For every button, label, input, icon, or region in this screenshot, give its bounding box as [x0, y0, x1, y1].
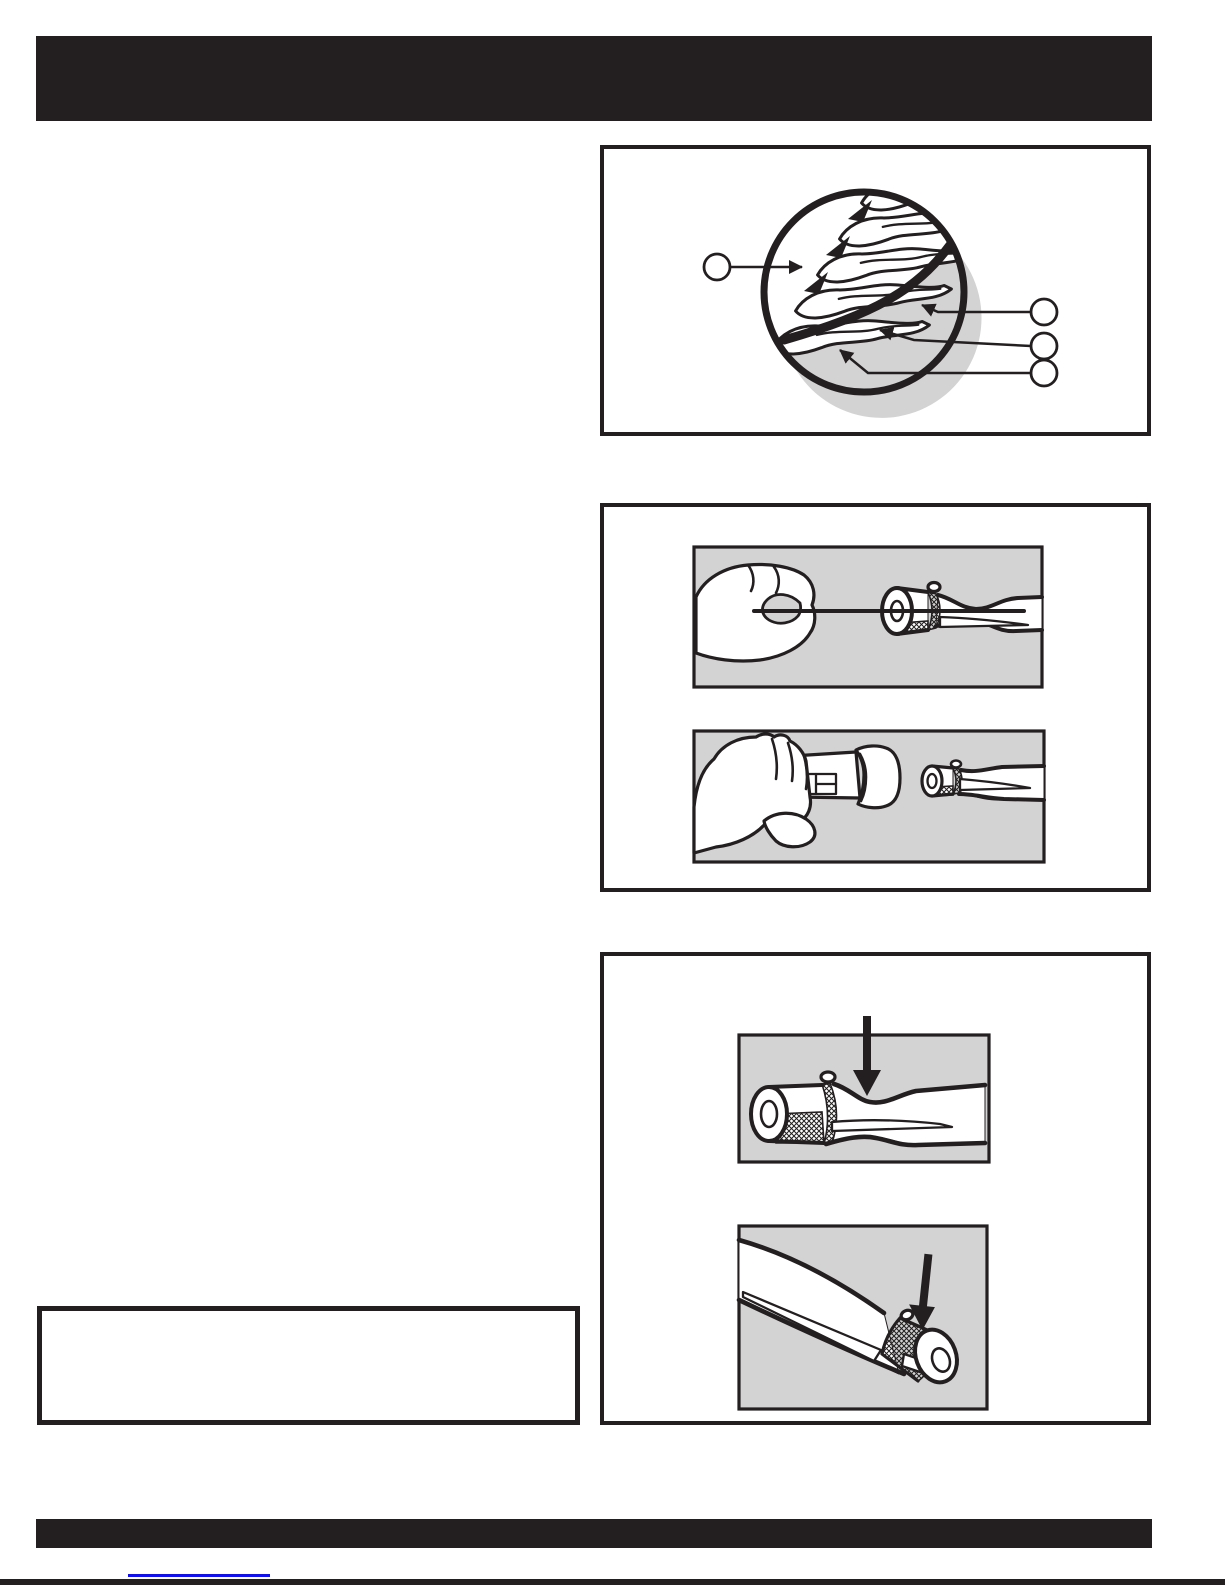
clip-loop [821, 1072, 835, 1082]
header-title-bar [36, 36, 1152, 121]
callout-circle [1031, 333, 1057, 359]
callout-circle [1031, 299, 1057, 325]
clip-loop [951, 761, 961, 768]
bottom-page-rule [0, 1579, 1225, 1585]
blade-closeup-drawing [604, 149, 1147, 432]
press-points-drawing [604, 956, 1147, 1421]
panel-side-view [739, 1016, 989, 1162]
callout-circle [704, 254, 730, 280]
callout-circle [1031, 360, 1057, 386]
footer-link-underline[interactable] [128, 1560, 270, 1577]
panel-pinch-line [694, 547, 1042, 687]
figure-press-points [600, 952, 1151, 1425]
panel-lock-rod [694, 731, 1044, 862]
pinch-gap [762, 594, 800, 623]
line-and-coupler-drawing [604, 507, 1147, 888]
panel-angled-view [739, 1226, 987, 1409]
closeup-circle [764, 166, 1019, 418]
figure-line-and-coupler [600, 503, 1151, 892]
footer-bar [36, 1519, 1152, 1548]
note-box [37, 1306, 580, 1425]
clip-loop [928, 583, 940, 592]
figure-blade-closeup [600, 145, 1151, 436]
